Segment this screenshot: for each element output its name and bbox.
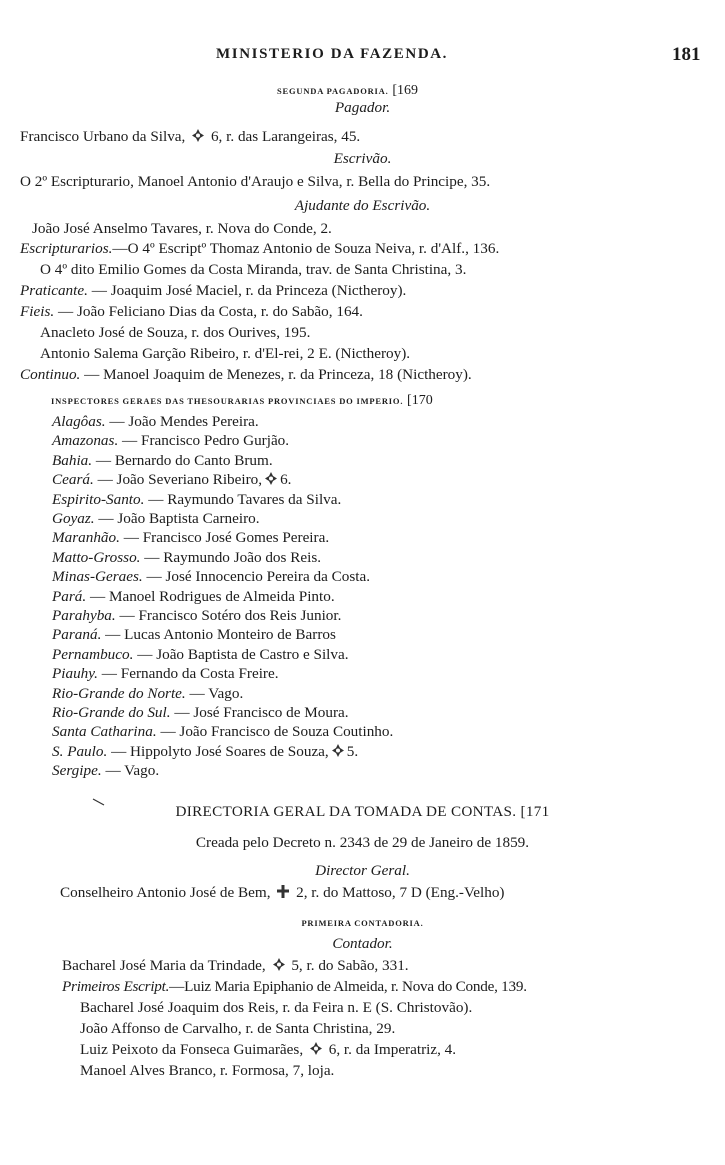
- page-number: 181: [672, 44, 701, 65]
- primeiros-escript-line: Primeiros Escript.—Luiz Maria Epiphanio de Almeida, r. Nova do Conde, 139.: [62, 978, 527, 995]
- inspector-name: — José Francisco de Moura.: [174, 704, 349, 721]
- inspector-name: — Francisco Pedro Gurjão.: [122, 432, 290, 450]
- province-name: Amazonas.: [52, 432, 119, 450]
- inspector-name: — Hippolyto José Soares de Souza,: [111, 742, 329, 760]
- fieis-line-2: Anacleto José de Souza, r. dos Ourives, 195.: [40, 324, 311, 341]
- order-cross-icon: [191, 128, 205, 143]
- inspector-entry: [52, 471, 291, 489]
- inspector-entry: [52, 432, 289, 450]
- continuo-line: Continuo. — Manoel Joaquim de Menezes, r. da Princeza, 18 (Nictheroy).: [20, 366, 472, 383]
- inspector-entry: [52, 491, 341, 509]
- section-number: [169: [392, 83, 418, 98]
- fieis-line-3: Antonio Salema Garção Ribeiro, r. d'El-rei, 2 E. (Nictheroy).: [40, 345, 411, 362]
- province-name: Goyaz.: [52, 510, 95, 527]
- director-title: Director Geral.: [315, 862, 410, 879]
- inspector-name: — João Baptista de Castro e Silva.: [137, 645, 349, 663]
- inspector-entry: [52, 646, 349, 664]
- section-number: [170: [407, 393, 433, 408]
- inspector-entry: [52, 510, 260, 528]
- inspector-name: — João Baptista Carneiro.: [98, 510, 260, 527]
- inspector-entry: [52, 529, 329, 547]
- inspector-entry: [52, 723, 393, 741]
- province-name: Santa Catharina.: [52, 723, 157, 741]
- escrivao-title: Escrivão.: [333, 150, 392, 167]
- contador-line: Bacharel José Maria da Trindade, 5, r. do Sabão, 331.: [62, 957, 409, 974]
- province-name: Rio-Grande do Norte.: [52, 684, 186, 702]
- order-cross-icon: [331, 743, 345, 758]
- section-heading-inspectores: INSPECTORES GERAES DAS THESOURARIAS PROVINCIAES DO IMPERIO. [170: [51, 393, 433, 408]
- pagador-line: Francisco Urbano da Silva, 6, r. das Larangeiras, 45.: [20, 128, 361, 145]
- province-name: Bahia.: [52, 451, 93, 469]
- pagador-title: Pagador.: [334, 99, 391, 116]
- inspector-name: — Francisco Sotéro dos Reis Junior.: [119, 607, 342, 624]
- inspector-name: — Vago.: [189, 684, 244, 702]
- inspector-name: — Francisco José Gomes Pereira.: [123, 529, 330, 547]
- order-cross-icon: [309, 1041, 323, 1056]
- inspector-entry: [52, 549, 321, 567]
- section-number: [171: [520, 803, 550, 820]
- inspector-entry: [52, 452, 273, 470]
- section-heading-directoria: DIRECTORIA GERAL DA TOMADA DE CONTAS. [171: [175, 803, 550, 820]
- inspector-entry: [52, 607, 341, 625]
- province-name: S. Paulo.: [52, 742, 108, 760]
- decoration-number: 5.: [346, 742, 359, 760]
- province-name: Sergipe.: [52, 762, 102, 780]
- inspector-name: — Raymundo João dos Reis.: [144, 548, 322, 566]
- province-name: Minas-Geraes.: [52, 568, 143, 586]
- inspector-name: — Vago.: [105, 762, 160, 780]
- province-name: Paraná.: [52, 626, 102, 644]
- praticante-line: Praticante. — Joaquim José Maciel, r. da Princeza (Nictheroy).: [20, 282, 407, 299]
- inspector-entry: [52, 704, 349, 722]
- province-name: Maranhão.: [52, 529, 120, 547]
- order-cross-icon: [264, 471, 278, 486]
- province-name: Ceará.: [52, 471, 94, 489]
- province-name: Espirito-Santo.: [52, 490, 145, 508]
- inspector-name: — João Francisco de Souza Coutinho.: [160, 723, 394, 741]
- province-name: Pará.: [52, 587, 87, 605]
- running-title: MINISTERIO DA FAZENDA.: [216, 46, 449, 62]
- inspector-name: — Fernando da Costa Freire.: [101, 665, 279, 683]
- decree-line: Creada pelo Decreto n. 2343 de 29 de Janeiro de 1859.: [195, 834, 530, 851]
- inspector-name: — Bernardo do Canto Brum.: [95, 451, 273, 469]
- province-name: Piauhy.: [52, 665, 98, 683]
- inspector-name: — João Severiano Ribeiro,: [97, 471, 263, 489]
- inspector-entry: [52, 665, 279, 683]
- escripturarios-line-2: O 4º dito Emilio Gomes da Costa Miranda, trav. de Santa Christina, 3.: [40, 261, 467, 278]
- section-heading-segunda-pagadoria: SEGUNDA PAGADORIA. [169: [277, 83, 418, 98]
- province-name: Pernambuco.: [52, 645, 134, 663]
- directoria-line-4: Luiz Peixoto da Fonseca Guimarães, 6, r. da Imperatriz, 4.: [80, 1041, 457, 1058]
- inspector-entry: [52, 626, 336, 644]
- inspector-name: — João Mendes Pereira.: [109, 413, 259, 430]
- inspector-entry: [52, 568, 370, 586]
- province-name: Parahyba.: [52, 607, 116, 624]
- province-name: Alagôas.: [52, 413, 106, 430]
- inspector-name: — José Innocencio Pereira da Costa.: [146, 568, 371, 586]
- inspector-entry: [52, 762, 159, 780]
- page-header: [0, 46, 725, 70]
- escrivao-line: O 2º Escripturario, Manoel Antonio d'Araujo e Silva, r. Bella do Principe, 35.: [20, 173, 491, 190]
- inspector-name: — Lucas Antonio Monteiro de Barros: [105, 626, 336, 644]
- province-name: Matto-Grosso.: [52, 548, 141, 566]
- primeira-contadoria-heading: PRIMEIRA CONTADORIA.: [301, 918, 424, 928]
- ajudante-line: João José Anselmo Tavares, r. Nova do Conde, 2.: [32, 220, 332, 237]
- director-line: Conselheiro Antonio José de Bem, 2, r. do Mattoso, 7 D (Eng.-Velho): [60, 884, 505, 901]
- inspector-name: — Manoel Rodrigues de Almeida Pinto.: [89, 587, 335, 605]
- inspector-entry: [52, 588, 335, 606]
- directoria-line-5: Manoel Alves Branco, r. Formosa, 7, loja.: [80, 1062, 335, 1079]
- contador-title: Contador.: [332, 935, 393, 952]
- order-cross-icon: [272, 957, 286, 972]
- fieis-line: Fieis. — João Feliciano Dias da Costa, r. do Sabão, 164.: [20, 303, 363, 320]
- directoria-line-3: João Affonso de Carvalho, r. de Santa Christina, 29.: [80, 1020, 396, 1037]
- decoration-number: 6.: [280, 471, 292, 489]
- cross-icon: [276, 884, 290, 899]
- inspector-entry: [52, 685, 243, 703]
- directoria-line-2: Bacharel José Joaquim dos Reis, r. da Feira n. E (S. Christovão).: [80, 999, 473, 1016]
- ajudante-title: Ajudante do Escrivão.: [294, 197, 431, 214]
- inspector-name: — Raymundo Tavares da Silva.: [148, 490, 342, 508]
- province-name: Rio-Grande do Sul.: [52, 704, 171, 721]
- inspector-entry: [52, 413, 259, 431]
- inspector-entry: [52, 743, 358, 761]
- escripturarios-line: Escripturarios.—O 4º Escriptº Thomaz Antonio de Souza Neiva, r. d'Alf., 136.: [20, 240, 500, 257]
